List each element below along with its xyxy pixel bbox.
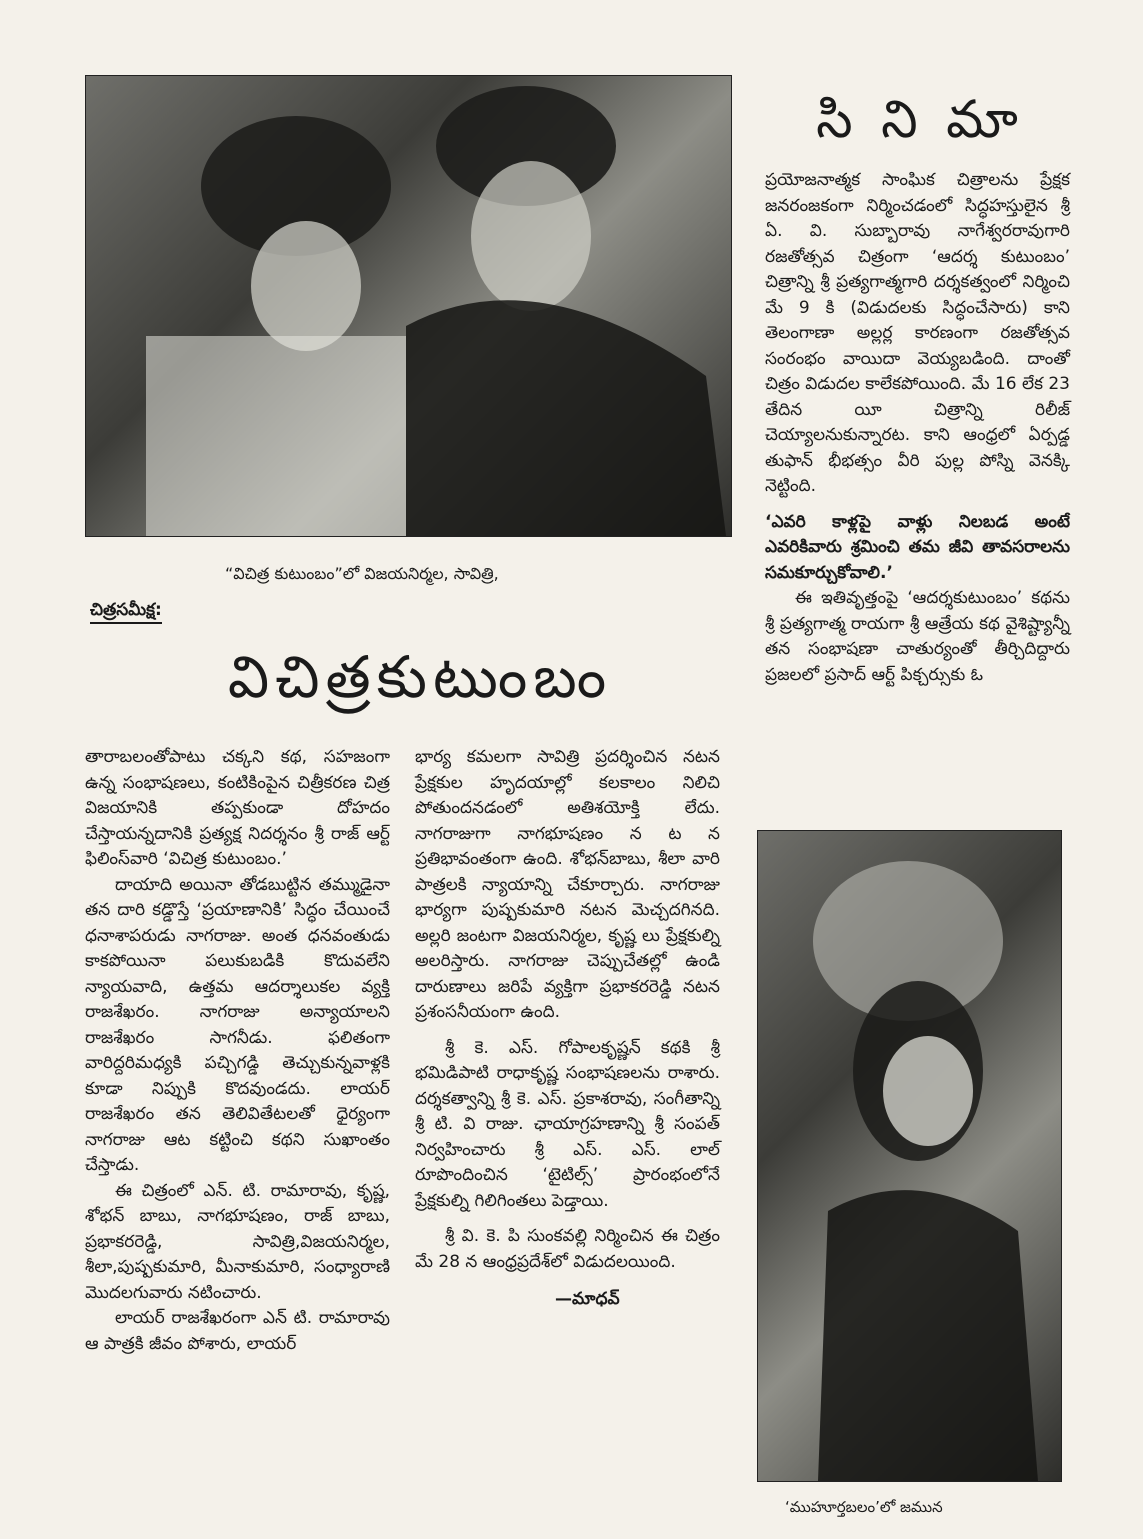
col1-paragraph-4: లాయర్ రాజశేఖరంగా ఎన్ టి. రామారావు ఆ పాత్రకి జీవం పోశారు, లాయర్ — [85, 1308, 390, 1354]
right-photo-caption: ‘ముహూర్తబలం’లో జమున — [785, 1498, 943, 1516]
right-photo — [757, 830, 1062, 1482]
right-column-text — [765, 168, 1070, 688]
right-photo-figure — [758, 831, 1061, 1481]
col1-paragraph-3: ఈ చిత్రంలో ఎన్. టి. రామారావు, కృష్ణ, శోభన్ బాబు, నాగభూషణం, రాజ్ బాబు, ప్రభాకరరెడ్డి, సావిత్రి,విజయనిర్మల, శీలా,పుష్పకుమారి, మీనాకుమారి, సంధ్యారాణి మొదలగువారు నటించారు. — [85, 1180, 390, 1303]
cinema-heading: సి ని మా — [816, 90, 1024, 150]
col2-paragraph-2: శ్రీ కె. ఎస్. గోపాలకృష్ణన్ కథకి శ్రీ భమిడిపాటి రాధాకృష్ణ సంభాషణలను రాశారు. దర్శకత్వాన్ని శ్రీ కె. ఎస్. ప్రకాశరావు, సంగీతాన్ని శ్రీ టి. వి రాజు. ఛాయాగ్రహణాన్ని శ్రీ సంపత్ నిర్వహించారు శ్రీ ఎస్. ఎస్. లాల్ రూపొందించిన ‘టైటిల్స్’ ప్రారంభంలోనే ప్రేక్షకుల్ని గిలిగింతలు పెడ్తాయి. — [415, 1037, 720, 1211]
right-paragraph-3: ఈ ఇతివృత్తంపై ‘ఆదర్శకుటుంబం’ కథను శ్రీ ప్రత్యగాత్మ రాయగా శ్రీ ఆత్రేయ కథ వైశిష్ట్యాన్నీ తన సంభాషణా చాతుర్యంతో తీర్చిదిద్దారు ప్రజలలో ప్రసాద్ ఆర్ట్ పిక్చర్సుకు ఓ — [765, 588, 1070, 685]
top-photo-caption: “విచిత్ర కుటుంబం”లో విజయనిర్మల, సావిత్రి, — [225, 564, 499, 583]
right-paragraph-1: ప్రయోజనాత్మక సాంఘిక చిత్రాలను ప్రేక్షక జనరంజకంగా నిర్మించడంలో సిద్ధహస్తులైన శ్రీ ఏ. వి. సుబ్బారావు నాగేశ్వరరావుగారి రజతోత్సవ చిత్రంగా ‘ఆదర్శ కుటుంబం’ చిత్రాన్ని శ్రీ ప్రత్యగాత్మగారి దర్శకత్వంలో నిర్మించి మే 9 కి (విడుదలకు సిద్ధంచేసారు) కాని తెలంగాణా అల్లర్ల కారణంగా రజతోత్సవ సంరంభం వాయిదా వెయ్యబడింది. దాంతో చిత్రం విడుదల కాలేకపోయింది. మే 16 లేక 23 తేదిన యీ చిత్రాన్ని రిలీజ్ చెయ్యాలనుకున్నారట. కాని ఆంధ్రలో ఏర్పడ్డ తుఫాన్ భీభత్సం వీరి పుల్ల పోస్ని వెనక్కి నెట్టింది. — [765, 170, 1070, 496]
review-label: చిత్రసమీక్ష: — [90, 598, 162, 624]
article-column-1 — [85, 745, 390, 1357]
col1-paragraph-1: తారాబలంతోపాటు చక్కని కథ, సహజంగా ఉన్న సంభాషణలు, కంటికింపైన చిత్రీకరణ చిత్ర విజయానికి తప్పకుండా దోహదం చేస్తాయన్నదానికి ప్రత్యక్ష నిదర్శనం శ్రీ రాజ్ ఆర్ట్ ఫిలింస్‌వారి ‘విచిత్ర కుటుంబం.’ — [85, 747, 390, 869]
col1-paragraph-2: దాయాది అయినా తోడబుట్టిన తమ్ముడైనా తన దారి కడ్డొస్తే ‘ప్రయాణానికి’ సిద్ధం చేయించే ధనాశాపరుడు నాగరాజు. అంత ధనవంతుడు కాకపోయినా పలుకుబడికి కొదువలేని న్యాయవాది, ఉత్తమ ఆదర్శాలుకల వ్యక్తి రాజశేఖరం. నాగరాజు అన్యాయాలని రాజశేఖరం సాగనీడు. ఫలితంగా వారిద్దరిమధ్యకి పచ్చిగడ్డి తెచ్చుకున్నవాళ్లకి కూడా నిప్పుకి కొదవుండదు. లాయర్ రాజశేఖరం తన తెలివితేటలతో ధైర్యంగా నాగరాజు ఆట కట్టించి కథని సుఖాంతం చేస్తాడు. — [85, 874, 390, 1175]
right-quote: ‘ఎవరి కాళ్లపై వాళ్లు నిలబడ అంటే ఎవరికివారు శ్రమించి తమ జీవి తావసరాలను సమకూర్చుకోవాలి.’ — [765, 511, 1070, 583]
byline: —మాధవ్ — [555, 1289, 620, 1309]
top-photo — [85, 75, 732, 537]
photo-figures — [86, 76, 731, 536]
film-title: విచిత్రకుటుంబం — [227, 643, 613, 711]
article-column-2 — [415, 745, 720, 1313]
col2-paragraph-1: భార్య కమలగా సావిత్రి ప్రదర్శించిన నటన ప్రేక్షకుల హృదయాల్లో కలకాలం నిలిచి పోతుందనడంలో అతిశయోక్తి లేదు. నాగరాజుగా నాగభూషణం న ట న ప్రతిభావంతంగా ఉంది. శోభన్‌బాబు, శీలా వారి పాత్రలకి న్యాయాన్ని చేకూర్చారు. నాగరాజు భార్యగా పుష్పకుమారి నటన మెచ్చదగినది. అల్లరి జంటగా విజయనిర్మల, కృష్ణ లు ప్రేక్షకుల్ని అలరిస్తారు. నాగరాజు చెప్పుచేతల్లో ఉండి దారుణాలు జరిపే వ్యక్తిగా ప్రభాకరరెడ్డి నటన ప్రశంసనీయంగా ఉంది. — [415, 747, 720, 1022]
col2-paragraph-3: శ్రీ వి. కె. పి సుంకవల్లి నిర్మించిన ఈ చిత్రం మే 28 న ఆంధ్రప్రదేశ్‌లో విడుదలయింది. — [415, 1226, 720, 1272]
